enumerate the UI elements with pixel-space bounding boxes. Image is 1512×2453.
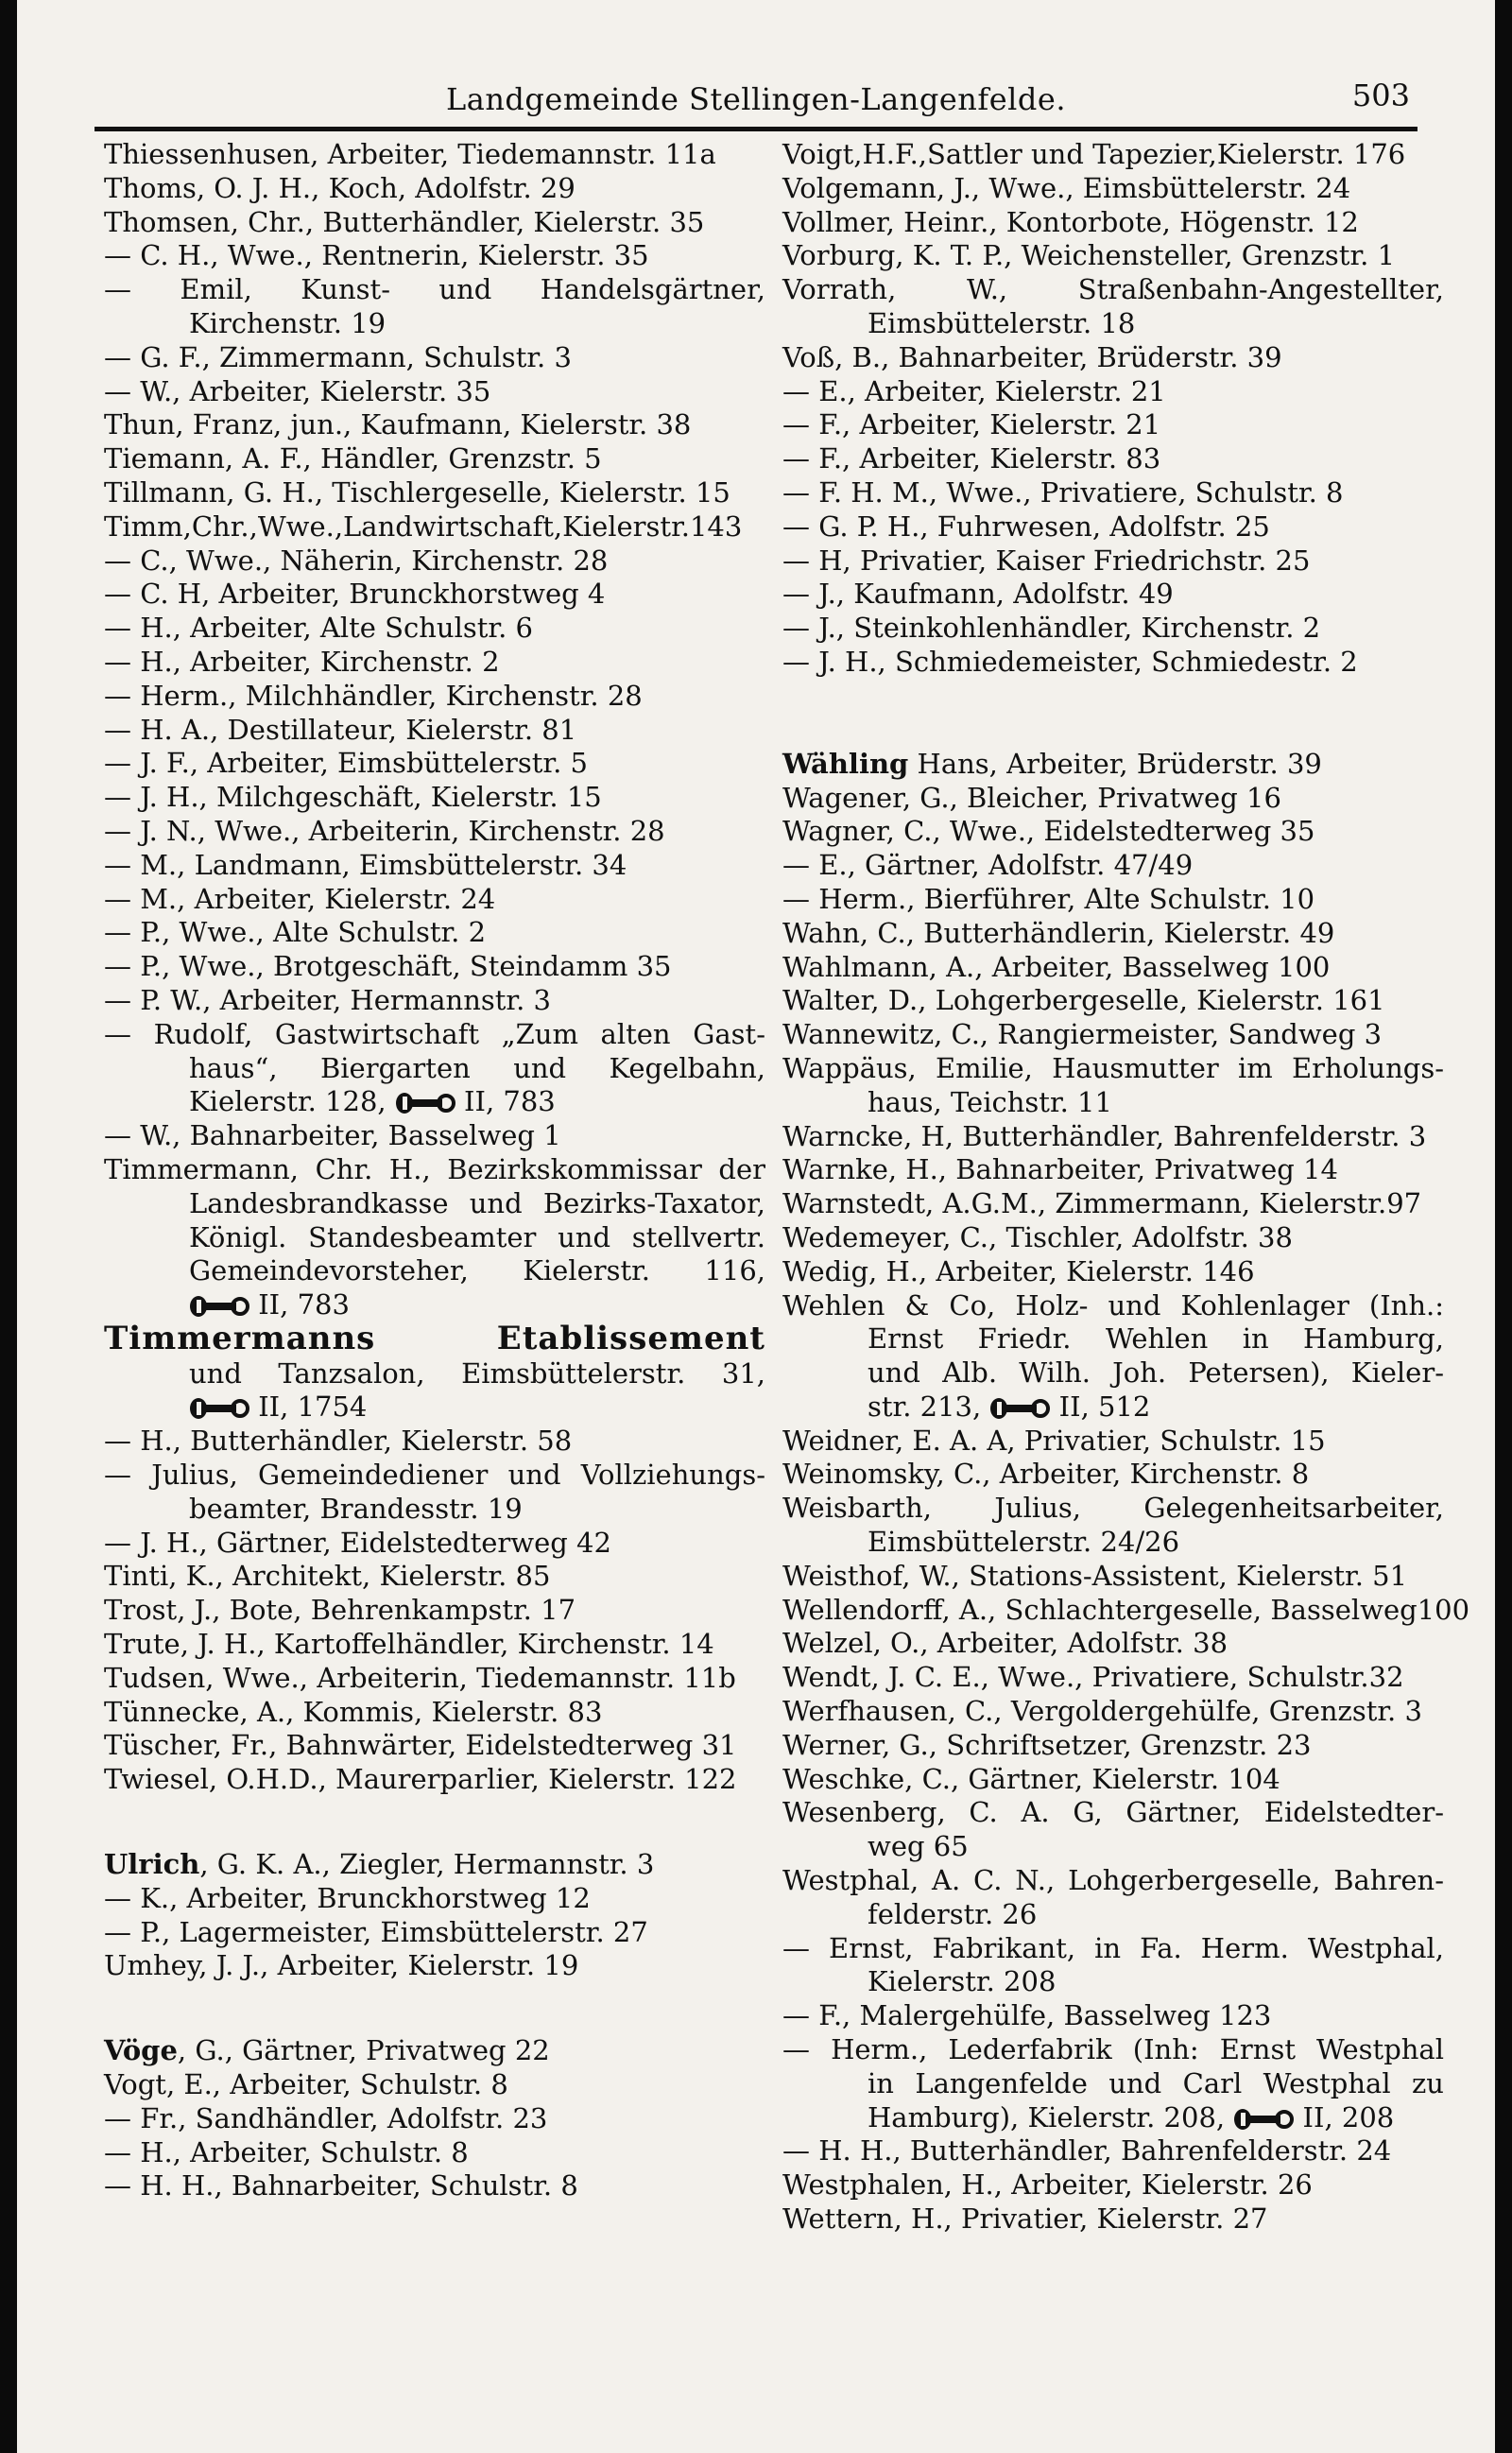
directory-entry (782, 883, 1444, 917)
entry-line: Voß, B., Bahnarbeiter, Brüderstr. 39 (782, 340, 1282, 373)
entry-line: Wappäus, Emilie, Hausmutter im Erholungs- (782, 1051, 1444, 1084)
entry-line: Wagener, G., Bleicher, Privatweg 16 (782, 781, 1281, 814)
entry-line: Westphal, A. C. N., Lohgerbergeselle, Bahren- (782, 1864, 1444, 1897)
entry-line: Gemeindevorsteher, Kielerstr. 116, (189, 1254, 765, 1287)
section-initial-name: Vöge (104, 2034, 178, 2067)
entry-line: Vorburg, K. T. P., Weichensteller, Grenzstr. 1 (782, 239, 1396, 272)
entry-line: — H. H., Bahnarbeiter, Schulstr. 8 (104, 2169, 578, 2203)
entry-line: — P., Wwe., Brotgeschäft, Steindamm 35 (104, 950, 672, 983)
entry-line: Wedemeyer, C., Tischler, Adolfstr. 38 (782, 1220, 1293, 1253)
entry-line: weg 65 (868, 1830, 969, 1863)
entry-line: — H., Arbeiter, Kirchenstr. 2 (104, 645, 500, 678)
directory-entry (782, 1425, 1444, 1459)
entry-line: — P., Lagermeister, Eimsbüttelerstr. 27 (104, 1915, 648, 1948)
directory-entry (782, 1289, 1444, 1425)
directory-entry (104, 172, 765, 206)
directory-entry (782, 1458, 1444, 1492)
directory-entry (104, 273, 765, 341)
directory-entry (782, 1932, 1444, 2000)
directory-entry (104, 1916, 765, 1950)
directory-entry (782, 375, 1444, 409)
entry-line: Wellendorff, A., Schlachtergeselle, Basselweg100 (782, 1593, 1470, 1626)
entry-line: Königl. Standesbeamter und stellvertr. (189, 1220, 765, 1253)
directory-entry (782, 1221, 1444, 1255)
entry-line: Timmermann, Chr. H., Bezirkskommissar der (104, 1152, 765, 1185)
entry-line: — Emil, Kunst- und Handelsgärtner, (104, 273, 765, 306)
section-initial-name: Wähling (782, 747, 909, 780)
entry-line: Welzel, O., Arbeiter, Adolfstr. 38 (782, 1627, 1228, 1660)
entry-line: — G. F., Zimmermann, Schulstr. 3 (104, 340, 572, 373)
directory-entry (782, 1255, 1444, 1289)
entry-line: Thoms, O. J. H., Koch, Adolfstr. 29 (104, 171, 576, 204)
entry-line: — E., Arbeiter, Kielerstr. 21 (782, 374, 1166, 407)
entry-line: Warncke, H, Butterhändler, Bahrenfelderstr. 3 (782, 1119, 1427, 1152)
entry-line: — Fr., Sandhändler, Adolfstr. 23 (104, 2101, 548, 2134)
entry-line: — H., Butterhändler, Kielerstr. 58 (104, 1425, 573, 1458)
directory-entry (104, 544, 765, 579)
directory-entry (782, 341, 1444, 375)
entry-line: — H, Privatier, Kaiser Friedrichstr. 25 (782, 544, 1311, 577)
directory-entry (782, 646, 1444, 680)
directory-entry (782, 782, 1444, 816)
directory-entry (104, 206, 765, 240)
entry-line (104, 1319, 765, 1357)
directory-entry (782, 1627, 1444, 1661)
entry-line: Ernst Friedr. Wehlen in Hamburg, (868, 1322, 1444, 1356)
entry-line: — M., Arbeiter, Kielerstr. 24 (104, 882, 496, 915)
directory-entry (782, 1763, 1444, 1797)
telephone-icon (189, 1396, 249, 1421)
entry-line: Weisthof, W., Stations-Assistent, Kielerstr. 51 (782, 1559, 1408, 1592)
directory-entry (104, 138, 765, 172)
entry-line: — Ernst, Fabrikant, in Fa. Herm. Westphal, (782, 1931, 1444, 1964)
entry-line: Voigt,H.F.,Sattler und Tapezier,Kielerstr. 176 (782, 138, 1406, 170)
directory-entry (104, 1594, 765, 1628)
directory-entry (782, 2203, 1444, 2237)
telephone-icon (189, 1294, 249, 1319)
directory-entry (104, 1425, 765, 1459)
directory-entry (104, 1763, 765, 1797)
directory-entry (104, 916, 765, 950)
directory-entry (782, 1492, 1444, 1560)
entry-line: — F., Malergehülfe, Basselweg 123 (782, 1999, 1272, 2032)
entry-line: str. 213, II, 512 (868, 1390, 1151, 1423)
directory-entry (782, 578, 1444, 612)
directory-entry (104, 510, 765, 544)
entry-line: Thun, Franz, jun., Kaufmann, Kielerstr. 38 (104, 408, 692, 441)
entry-line: Warnke, H., Bahnarbeiter, Privatweg 14 (782, 1153, 1338, 1186)
directory-entry (782, 1593, 1470, 1628)
directory-entry (104, 1018, 765, 1119)
directory-entry (782, 1999, 1444, 2033)
entry-line: — E., Gärtner, Adolfstr. 47/49 (782, 849, 1194, 882)
directory-entry (104, 375, 765, 409)
entry-line: — P. W., Arbeiter, Hermannstr. 3 (104, 983, 551, 1016)
entry-line: Twiesel, O.H.D., Maurerparlier, Kielerstr. 122 (104, 1763, 737, 1796)
entry-line: — J., Kaufmann, Adolfstr. 49 (782, 578, 1174, 611)
directory-heading-entry (104, 1319, 765, 1425)
directory-entry (104, 1628, 765, 1662)
directory-entry (104, 680, 765, 714)
directory-entry (104, 2034, 765, 2068)
entry-line: felderstr. 26 (868, 1897, 1038, 1930)
entry-line: Timm,Chr.,Wwe.,Landwirtschaft,Kielerstr.143 (104, 510, 743, 543)
entry-line: Weisbarth, Julius, Gelegenheitsarbeiter, (782, 1492, 1444, 1525)
directory-entry (782, 544, 1444, 579)
directory-entry (782, 206, 1444, 240)
entry-line: Wedig, H., Arbeiter, Kielerstr. 146 (782, 1254, 1255, 1287)
entry-line: in Langenfelde und Carl Westphal zu (868, 2066, 1444, 2099)
telephone-icon (989, 1396, 1050, 1421)
entry-line: Kielerstr. 208 (868, 1965, 1057, 1998)
directory-entry (782, 172, 1444, 206)
entry-line: Trute, J. H., Kartoffelhändler, Kirchenstr. 14 (104, 1628, 714, 1661)
entry-line: Werfhausen, C., Vergoldergehülfe, Grenzstr. 3 (782, 1695, 1422, 1728)
entry-line: — Herm., Lederfabrik (Inh: Ernst Westphal (782, 2033, 1444, 2066)
left-column (104, 138, 765, 2203)
entry-line: Warnstedt, A.G.M., Zimmermann, Kielerstr.97 (782, 1187, 1422, 1220)
directory-entry (104, 2102, 765, 2136)
entry-line: Wendt, J. C. E., Wwe., Privatiere, Schulstr.32 (782, 1661, 1404, 1694)
directory-entry (104, 1527, 765, 1561)
directory-entry (104, 1848, 765, 1882)
entry-line: Werner, G., Schriftsetzer, Grenzstr. 23 (782, 1728, 1312, 1761)
entry-line: Vöge, G., Gärtner, Privatweg 22 (104, 2034, 550, 2067)
directory-entry (104, 1560, 765, 1594)
entry-line: Wahn, C., Butterhändlerin, Kielerstr. 49 (782, 916, 1335, 949)
directory-entry (104, 578, 765, 612)
entry-line: II, 1754 (104, 1391, 765, 1425)
entry-line: — W., Arbeiter, Kielerstr. 35 (104, 374, 491, 407)
section-initial-name: Ulrich (104, 1848, 200, 1881)
directory-entry (782, 1729, 1444, 1763)
entry-line: — C. H., Wwe., Rentnerin, Kielerstr. 35 (104, 239, 649, 272)
directory-entry (782, 1052, 1444, 1120)
entry-line: — H., Arbeiter, Schulstr. 8 (104, 2135, 469, 2168)
entry-line: Volgemann, J., Wwe., Eimsbüttelerstr. 24 (782, 171, 1351, 204)
directory-entry (782, 273, 1444, 341)
entry-line: — H. H., Butterhändler, Bahrenfelderstr. 24 (782, 2134, 1392, 2168)
directory-entry (104, 747, 765, 781)
entry-line: — C. H, Arbeiter, Brunckhorstweg 4 (104, 578, 606, 611)
directory-entry (104, 1882, 765, 1916)
entry-line: Trost, J., Bote, Behrenkampstr. 17 (104, 1594, 576, 1627)
entry-line: Tudsen, Wwe., Arbeiterin, Tiedemannstr. 11b (104, 1661, 736, 1694)
directory-entry (104, 239, 765, 273)
entry-line: — J. N., Wwe., Arbeiterin, Kirchenstr. 28 (104, 814, 665, 847)
entry-line: Thiessenhusen, Arbeiter, Tiedemannstr. 11a (104, 138, 716, 170)
entry-line: — F., Arbeiter, Kielerstr. 21 (782, 408, 1161, 441)
entry-line: Kielerstr. 128, II, 783 (189, 1085, 556, 1118)
entry-line: Wagner, C., Wwe., Eidelstedterweg 35 (782, 815, 1315, 848)
directory-entry (782, 138, 1444, 172)
entry-line: — G. P. H., Fuhrwesen, Adolfstr. 25 (782, 510, 1270, 543)
directory-entry (104, 612, 765, 646)
directory-entry (104, 1119, 765, 1153)
entry-line: — H. A., Destillateur, Kielerstr. 81 (104, 713, 577, 746)
entry-line: Tiemann, A. F., Händler, Grenzstr. 5 (104, 442, 602, 475)
entry-line: — Herm., Milchhändler, Kirchenstr. 28 (104, 679, 643, 712)
entry-line: beamter, Brandesstr. 19 (189, 1492, 523, 1525)
directory-entry (104, 476, 765, 510)
entry-line: Thomsen, Chr., Butterhändler, Kielerstr. 35 (104, 205, 705, 238)
entry-line: Weschke, C., Gärtner, Kielerstr. 104 (782, 1762, 1280, 1795)
directory-entry (104, 849, 765, 883)
right-column (782, 138, 1470, 2237)
page-title: Landgemeinde Stellingen-Langenfelde. (445, 81, 1066, 117)
directory-page (17, 0, 1495, 2453)
directory-entry (782, 2168, 1444, 2203)
entry-line: und Tanzsalon, Eimsbüttelerstr. 31, (189, 1356, 765, 1390)
directory-entry (782, 917, 1444, 951)
entry-line: Wahlmann, A., Arbeiter, Basselweg 100 (782, 950, 1331, 983)
entry-line: — F. H. M., Wwe., Privatiere, Schulstr. 8 (782, 475, 1344, 509)
entry-line: Kirchenstr. 19 (189, 306, 387, 339)
directory-entry (104, 815, 765, 849)
directory-entry (782, 408, 1444, 442)
entry-line: haus“, Biergarten und Kegelbahn, (189, 1051, 765, 1084)
directory-entry (782, 2033, 1444, 2134)
directory-entry (782, 1018, 1444, 1052)
entry-line: Tünnecke, A., Kommis, Kielerstr. 83 (104, 1695, 603, 1728)
entry-line: Wettern, H., Privatier, Kielerstr. 27 (782, 2203, 1268, 2236)
directory-entry (782, 951, 1444, 985)
directory-entry (782, 1560, 1444, 1594)
directory-entry (104, 1662, 765, 1696)
entry-line: Landesbrandkasse und Bezirks-Taxator, (189, 1186, 765, 1219)
entry-line: Wehlen & Co, Holz- und Kohlenlager (Inh.: (782, 1288, 1444, 1322)
directory-entry (782, 1661, 1444, 1695)
directory-entry (782, 1695, 1444, 1729)
directory-entry (104, 2068, 765, 2102)
entry-line: Tüscher, Fr., Bahnwärter, Eidelstedterweg 31 (104, 1729, 737, 1762)
directory-entry (782, 849, 1444, 883)
directory-entry (104, 2169, 765, 2203)
directory-entry (104, 1729, 765, 1763)
directory-entry (782, 1864, 1444, 1932)
directory-entry (104, 781, 765, 815)
entry-line: — H., Arbeiter, Alte Schulstr. 6 (104, 612, 533, 645)
entry-line: Hamburg), Kielerstr. 208, II, 208 (868, 2100, 1395, 2133)
entry-line: und Alb. Wilh. Joh. Petersen), Kieler- (868, 1356, 1444, 1390)
entry-line: Ulrich, G. K. A., Ziegler, Hermannstr. 3 (104, 1848, 655, 1881)
directory-entry (782, 1187, 1444, 1221)
entry-line: Tinti, K., Architekt, Kielerstr. 85 (104, 1560, 551, 1593)
entry-line: — P., Wwe., Alte Schulstr. 2 (104, 916, 487, 949)
entry-line: Eimsbüttelerstr. 24/26 (868, 1526, 1180, 1559)
entry-line: Weinomsky, C., Arbeiter, Kirchenstr. 8 (782, 1458, 1310, 1491)
entry-line: Weidner, E. A. A, Privatier, Schulstr. 15 (782, 1424, 1326, 1457)
entry-line: — J. H., Schmiedemeister, Schmiedestr. 2 (782, 645, 1358, 678)
directory-entry (104, 1949, 765, 1983)
entry-line: — J. F., Arbeiter, Eimsbüttelerstr. 5 (104, 747, 588, 780)
directory-entry (782, 2134, 1444, 2168)
entry-line: Vorrath, W., Straßenbahn-Angestellter, (782, 273, 1444, 306)
entry-line: haus, Teichstr. 11 (868, 1085, 1112, 1118)
entry-line: Wähling Hans, Arbeiter, Brüderstr. 39 (782, 747, 1322, 780)
entry-line: Westphalen, H., Arbeiter, Kielerstr. 26 (782, 2168, 1313, 2202)
directory-entry (782, 815, 1444, 849)
directory-entry (104, 646, 765, 680)
directory-entry (782, 612, 1444, 646)
directory-entry (104, 1153, 765, 1322)
directory-entry (104, 341, 765, 375)
etablissement-heading: Timmermanns Etablissement (104, 1319, 765, 1357)
directory-entry (782, 476, 1444, 510)
directory-entry (782, 442, 1444, 476)
directory-entry (104, 984, 765, 1018)
directory-entry (104, 442, 765, 476)
entry-line: Walter, D., Lohgerbergeselle, Kielerstr. 161 (782, 984, 1385, 1017)
directory-entry (782, 510, 1444, 544)
directory-entry (782, 1153, 1444, 1187)
directory-entry (782, 239, 1444, 273)
entry-line: — J., Steinkohlenhändler, Kirchenstr. 2 (782, 612, 1321, 645)
entry-line: Eimsbüttelerstr. 18 (868, 306, 1136, 339)
directory-entry (782, 984, 1444, 1018)
entry-line: — F., Arbeiter, Kielerstr. 83 (782, 442, 1161, 475)
entry-line: — Julius, Gemeindediener und Vollziehungs- (104, 1459, 765, 1492)
directory-entry (782, 1796, 1444, 1864)
entry-line: — C., Wwe., Näherin, Kirchenstr. 28 (104, 544, 609, 577)
entry-line: Wesenberg, C. A. G, Gärtner, Eidelstedter- (782, 1796, 1444, 1829)
entry-line: — K., Arbeiter, Brunckhorstweg 12 (104, 1881, 591, 1914)
telephone-icon (395, 1091, 455, 1115)
directory-entry (104, 2136, 765, 2170)
page-header (94, 70, 1418, 131)
directory-entry (104, 1696, 765, 1730)
page-number: 503 (1351, 78, 1410, 113)
entry-line: Tillmann, G. H., Tischlergeselle, Kielerstr. 15 (104, 475, 730, 509)
directory-entry (782, 748, 1444, 782)
directory-entry (104, 714, 765, 748)
entry-line: — J. H., Milchgeschäft, Kielerstr. 15 (104, 781, 602, 814)
directory-entry (104, 408, 765, 442)
entry-line: Wannewitz, C., Rangiermeister, Sandweg 3 (782, 1018, 1383, 1051)
entry-line: — W., Bahnarbeiter, Basselweg 1 (104, 1119, 561, 1152)
directory-entry (104, 950, 765, 984)
entry-line: — M., Landmann, Eimsbüttelerstr. 34 (104, 848, 627, 881)
entry-line: Umhey, J. J., Arbeiter, Kielerstr. 19 (104, 1949, 579, 1982)
entry-line: — J. H., Gärtner, Eidelstedterweg 42 (104, 1526, 611, 1559)
entry-line: — Herm., Bierführer, Alte Schulstr. 10 (782, 882, 1315, 915)
directory-entry (104, 1459, 765, 1527)
directory-entry (104, 883, 765, 917)
entry-line: Vogt, E., Arbeiter, Schulstr. 8 (104, 2068, 508, 2101)
directory-entry (782, 1120, 1444, 1154)
entry-line: — Rudolf, Gastwirtschaft „Zum alten Gast- (104, 1017, 765, 1050)
telephone-icon (1233, 2107, 1294, 2132)
entry-line: Vollmer, Heinr., Kontorbote, Högenstr. 12 (782, 205, 1359, 238)
entry-line: II, 783 (104, 1288, 765, 1322)
